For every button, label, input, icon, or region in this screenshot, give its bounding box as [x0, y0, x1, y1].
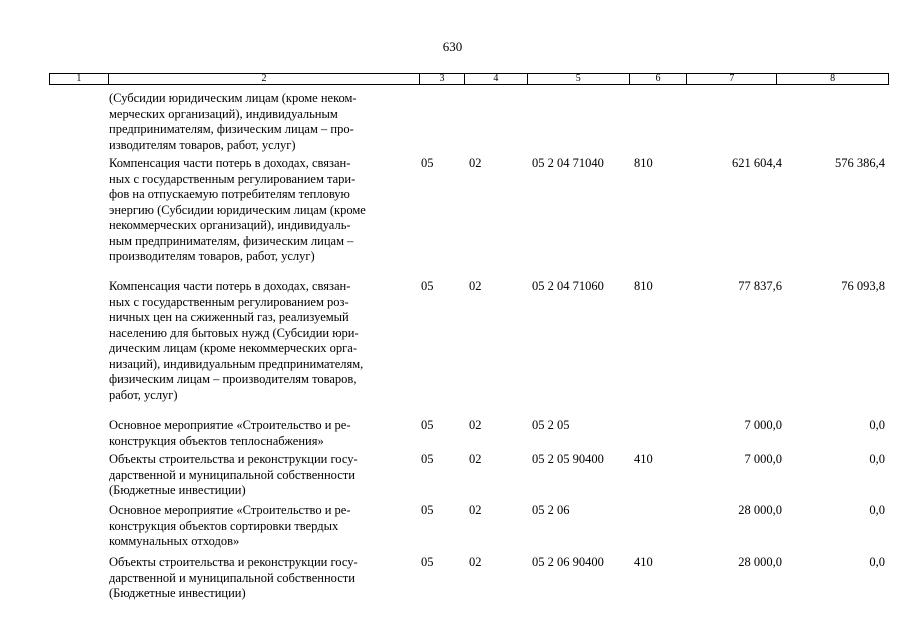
row-description: Компенсация части потерь в доходах, связан- ных с государственным регулированием тари- фов на отпускаемую потребителям тепловую энергию (Субсидии юридическим лицам (кроме некоммерческих организаций), индивидуаль- ным предпринимателям, физическим лицам – производителям товаров, работ, услуг) [109, 156, 366, 263]
row-section-code: 05 [421, 156, 434, 170]
row-section-code: 05 [421, 452, 434, 466]
row-target-code: 05 2 05 [532, 418, 570, 432]
row-target-code: 05 2 04 71060 [532, 279, 604, 293]
row-amount-2: 76 093,8 [841, 279, 885, 293]
row-amount-2: 576 386,4 [835, 156, 885, 170]
header-col-6: 6 [629, 74, 687, 84]
row-description: Основное мероприятие «Строительство и ре- конструкция объектов теплоснабжения» [109, 418, 351, 448]
row-expense-type: 410 [634, 555, 653, 569]
row-description: Основное мероприятие «Строительство и ре- конструкция объектов сортировки твердых коммунальных отходов» [109, 503, 351, 548]
row-target-code: 05 2 06 90400 [532, 555, 604, 569]
row-expense-type: 810 [634, 279, 653, 293]
row-expense-type: 410 [634, 452, 653, 466]
page-number: 630 [442, 39, 463, 54]
row-subsection-code: 02 [469, 156, 482, 170]
row-subsection-code: 02 [469, 555, 482, 569]
row-subsection-code: 02 [469, 452, 482, 466]
row-amount-1: 621 604,4 [732, 156, 782, 170]
row-section-code: 05 [421, 555, 434, 569]
header-col-2: 2 [108, 74, 419, 84]
row-amount-1: 7 000,0 [744, 418, 782, 432]
row-target-code: 05 2 05 90400 [532, 452, 604, 466]
row-section-code: 05 [421, 418, 434, 432]
row-amount-1: 28 000,0 [738, 555, 782, 569]
row-target-code: 05 2 06 [532, 503, 570, 517]
row-section-code: 05 [421, 503, 434, 517]
row-amount-2: 0,0 [869, 418, 885, 432]
row-amount-2: 0,0 [869, 503, 885, 517]
row-expense-type: 810 [634, 156, 653, 170]
row-section-code: 05 [421, 279, 434, 293]
header-col-8: 8 [776, 74, 888, 84]
row-description: Объекты строительства и реконструкции госу- дарственной и муниципальной собственности (Бюджетные инвестиции) [109, 555, 358, 600]
header-col-5: 5 [527, 74, 629, 84]
header-col-4: 4 [464, 74, 527, 84]
row-subsection-code: 02 [469, 503, 482, 517]
row-description: (Субсидии юридическим лицам (кроме неком- мерческих организаций), индивидуальным предпринимателям, физическим лицам – про- изводителям товаров, работ, услуг) [109, 91, 357, 152]
row-subsection-code: 02 [469, 418, 482, 432]
row-description: Объекты строительства и реконструкции госу- дарственной и муниципальной собственности (Бюджетные инвестиции) [109, 452, 358, 497]
row-description: Компенсация части потерь в доходах, связан- ных с государственным регулированием роз- ничных цен на сжиженный газ, реализуемый населению для бытовых нужд (Субсидии юри- дическим лицам (кроме некоммерческих орга- низаций), индивидуальным предпринимателям, физическим лицам – производителям товаров, работ, услуг) [109, 279, 364, 402]
header-col-1: 1 [76, 73, 82, 84]
header-col-7: 7 [686, 74, 776, 84]
row-amount-1: 7 000,0 [744, 452, 782, 466]
row-amount-1: 28 000,0 [738, 503, 782, 517]
row-amount-2: 0,0 [869, 452, 885, 466]
row-amount-1: 77 837,6 [738, 279, 782, 293]
row-subsection-code: 02 [469, 279, 482, 293]
row-target-code: 05 2 04 71040 [532, 156, 604, 170]
row-amount-2: 0,0 [869, 555, 885, 569]
table-header [49, 73, 889, 85]
header-col-3: 3 [419, 74, 464, 84]
